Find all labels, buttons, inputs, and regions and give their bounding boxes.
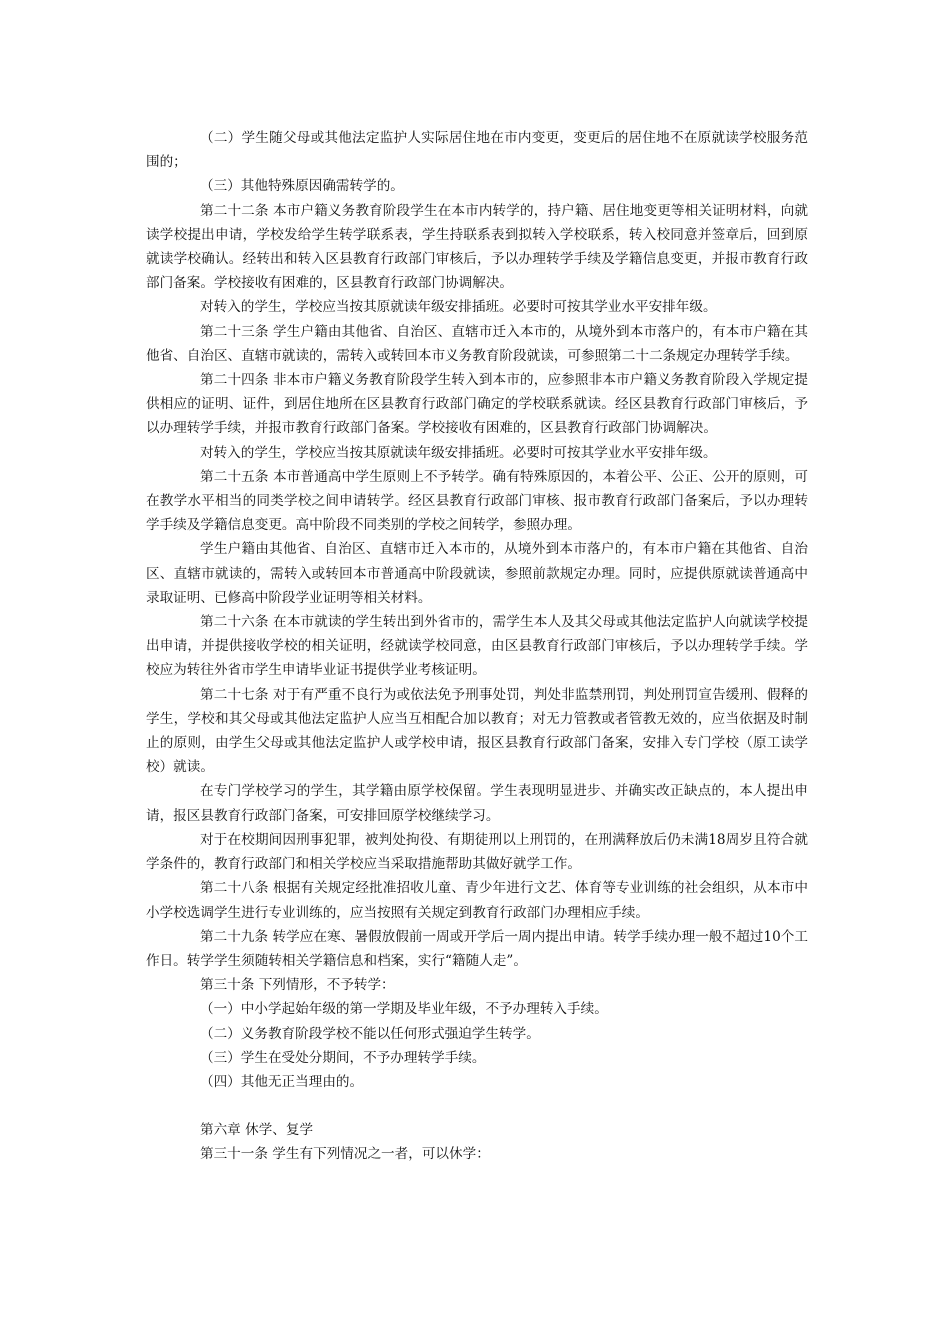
article-26: 第二十六条 在本市就读的学生转出到外省市的，需学生本人及其父母或其他法定监护人向就读学校提出申请，并提供接收学校的相关证明，经就读学校同意，由区县教育行政部门审核后，予以办理转学手续。学校应为转往外省市学生申请毕业证书提供学业考核证明。 xyxy=(146,614,808,679)
article-30-item-3: （三）学生在受处分期间，不予办理转学手续。 xyxy=(200,1049,486,1066)
paragraph-transfer-placement-2: 对转入的学生，学校应当按其原就读年级安排插班。必要时可按其学业水平安排年级。 xyxy=(200,444,717,461)
article-27: 第二十七条 对于有严重不良行为或依法免予刑事处罚，判处非监禁刑罚，判处刑罚宣告缓刑、假释的学生，学校和其父母或其他法定监护人应当互相配合加以教育；对无力管教或者管教无效的，应当依据及时制止的原则，由学生父母或其他法定监护人或学校申请，报区县教育行政部门备案，安排入专门学校（原工读学校）就读。 xyxy=(146,686,808,776)
paragraph-1: （二）学生随父母或其他法定监护人实际居住地在市内变更，变更后的居住地不在原就读学校服务范围的； xyxy=(146,130,808,171)
chapter-title: 第六章 休学、复学 xyxy=(200,1122,314,1139)
article-25: 第二十五条 本市普通高中学生原则上不予转学。确有特殊原因的，本着公平、公正、公开的原则，可在教学水平相当的同类学校之间申请转学。经区县教育行政部门审核、报市教育行政部门备案后，予以办理转学手续及学籍信息变更。高中阶段不同类别的学校之间转学，参照办理。 xyxy=(146,468,808,534)
article-31: 第三十一条 学生有下列情况之一者，可以休学： xyxy=(200,1146,490,1163)
paragraph-special-school: 在专门学校学习的学生，其学籍由原学校保留。学生表现明显进步、并确实改正缺点的，本人提出申请，报区县教育行政部门备案，可安排回原学校继续学习。 xyxy=(146,783,808,824)
document-body xyxy=(146,126,808,1167)
article-23: 第二十三条 学生户籍由其他省、自治区、直辖市迁入本市的，从境外到本市落户的，有本市户籍在其他省、自治区、直辖市就读的，需转入或转回本市义务教育阶段就读，可参照第二十二条规定办理转学手续。 xyxy=(146,323,808,364)
article-30-item-2: （二）义务教育阶段学校不能以任何形式强迫学生转学。 xyxy=(200,1025,540,1042)
paragraph-transfer-placement-1: 对转入的学生，学校应当按其原就读年级安排插班。必要时可按其学业水平安排年级。 xyxy=(200,299,717,316)
article-30: 第三十条 下列情形，不予转学： xyxy=(200,977,395,994)
article-22: 第二十二条 本市户籍义务教育阶段学生在本市内转学的，持户籍、居住地变更等相关证明材料，向就读学校提出申请，学校发给学生转学联系表，学生持联系表到拟转入学校联系，转入校同意并签章后，回到原就读学校确认。经转出和转入区县教育行政部门审核后，予以办理转学手续及学籍信息变更，并报市教育行政部门备案。学校接收有困难的，区县教育行政部门协调解决。 xyxy=(146,202,808,292)
article-24: 第二十四条 非本市户籍义务教育阶段学生转入到本市的，应参照非本市户籍义务教育阶段入学规定提供相应的证明、证件，到居住地所在区县教育行政部门确定的学校联系就读。经区县教育行政部门审核后，予以办理转学手续，并报市教育行政部门备案。学校接收有困难的，区县教育行政部门协调解决。 xyxy=(146,372,808,437)
paragraph-2: （三）其他特殊原因确需转学的。 xyxy=(200,178,404,195)
article-30-item-4: （四）其他无正当理由的。 xyxy=(200,1073,364,1090)
article-28: 第二十八条 根据有关规定经批准招收儿童、青少年进行文艺、体育等专业训练的社会组织，从本市中小学校选调学生进行专业训练的，应当按照有关规定到教育行政部门办理相应手续。 xyxy=(146,880,808,921)
paragraph-high-school-transfer: 学生户籍由其他省、自治区、直辖市迁入本市的，从境外到本市落户的，有本市户籍在其他省、自治区、直辖市就读的，需转入或转回本市普通高中阶段就读，参照前款规定办理。同时，应提供原就读普通高中录取证明、已修高中阶段学业证明等相关材料。 xyxy=(146,541,808,606)
article-29: 第二十九条 转学应在寒、暑假放假前一周或开学后一周内提出申请。转学手续办理一般不超过10个工作日。转学学生须随转相关学籍信息和档案，实行“籍随人走”。 xyxy=(146,928,808,969)
article-30-item-1: （一）中小学起始年级的第一学期及毕业年级，不予办理转入手续。 xyxy=(200,1001,608,1018)
paragraph-criminal-offense: 对于在校期间因刑事犯罪，被判处拘役、有期徒刑以上刑罚的，在刑满释放后仍未满18周岁且符合就学条件的，教育行政部门和相关学校应当采取措施帮助其做好就学工作。 xyxy=(146,831,808,873)
section-spacer xyxy=(146,1094,808,1118)
